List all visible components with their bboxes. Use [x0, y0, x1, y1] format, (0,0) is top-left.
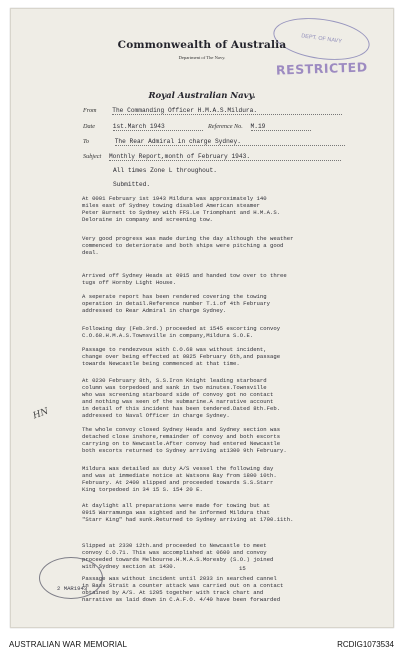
report-line: obtained by A/S. At 1205 together with track chart and [82, 588, 264, 596]
reference-value: M.19 [251, 123, 311, 131]
report-line: with Sydney section at 1430. [82, 562, 176, 570]
report-line: A seperate report has been rendered covering the towing [82, 293, 267, 300]
report-line: convoy C.O.71. This was accomplished at 0600 and convoy [82, 548, 267, 556]
report-line: commenced to deteriorate and both ships were pitching a good [82, 241, 284, 249]
from-row [83, 107, 342, 115]
report-line: in Bass Strait a counter attack was carried out on a contact [82, 581, 284, 589]
report-line: Following day (Feb.3rd.) proceeded at 1545 escorting convoy [82, 325, 281, 332]
report-line: Peter Burnett to Sydney with FFS.Le Triomphant and H.M.A.S. [82, 208, 281, 216]
dept-navy-stamp: DEPT. OF NAVY [271, 12, 373, 65]
report-line: addressed to Naval Officer in charge Sydney. [82, 411, 230, 419]
report-line: narrative as laid down in C.A.F.O. 4/40 have been forwarded [82, 595, 281, 603]
report-line: At daylight all preparations were made for towing but at [82, 502, 270, 509]
report-line: C.O.68.H.M.A.S.Townsville in company,Mildura S.O.E. [82, 331, 254, 339]
received-stamp [39, 557, 103, 599]
report-line: detached close inshore,remainder of convoy and both escorts [82, 432, 281, 440]
page-number: 15 [239, 565, 246, 572]
report-line: in detail of this incident has been tendered.Dated 8th.Feb. [82, 404, 281, 412]
report-line: 0915 Warramunga was sighted and he informed Mildura that [82, 508, 270, 516]
received-stamp-date: 2 MAR1943 [57, 585, 88, 592]
letterhead-navy: Royal Australian Navy. [148, 91, 256, 101]
zone-note: All times Zone L throughout. [113, 167, 217, 174]
report-line: tugs off Hornby Light House. [82, 278, 176, 286]
report-line: and nothing was seen of the submarine.A narrative account [82, 397, 274, 405]
report-line: carrying on to Newcastle.After convoy had entered Newcastle [82, 439, 281, 447]
report-line: column was torpedoed and sank in two minutes.Townsville [82, 383, 267, 391]
footer-record-id: RCDIG1073534 [337, 640, 394, 649]
report-line: Mildura was detailed as duty A/S vessel the following day [82, 465, 274, 472]
report-line: both escorts returned to Sydney arriving at1300 9th February. [82, 446, 287, 454]
report-line: At 0230 February 8th, S.S.Iron Knight leading starboard [82, 377, 267, 384]
from-label: From [83, 107, 97, 114]
report-line: operation in detail.Reference number T.1.of 4th February [82, 299, 270, 307]
report-line: At 0001 February 1st 1943 Mildura was approximately 140 [82, 195, 267, 202]
reference-row [208, 123, 311, 131]
to-row [83, 138, 345, 146]
report-line: King torpedoed in 34 15 S. 154 20 E. [82, 485, 203, 493]
report-line: who was screening starboard side of convoy got no contact [82, 390, 274, 398]
report-line: deal. [82, 248, 99, 256]
date-value: 1st.March 1943 [113, 123, 203, 131]
report-line: and was at immediate notice at Watsons Bay from 1800 10th. [82, 471, 277, 479]
report-line: Very good progress was made during the day although the weather [82, 235, 294, 242]
date-row [83, 123, 203, 131]
footer-archive-name: AUSTRALIAN WAR MEMORIAL [9, 640, 128, 649]
report-line: "Starr King" had sunk.Returned to Sydney arriving at 1700.11th. [82, 515, 294, 523]
report-line: Arrived off Sydney Heads at 0915 and handed tow over to three [82, 272, 287, 279]
to-value: The Rear Admiral in charge Sydney. [115, 138, 345, 146]
letterhead-title: Commonwealth of Australia [117, 39, 287, 51]
report-line: towards Newcastle being commenced at that time. [82, 359, 240, 367]
date-label: Date [83, 123, 96, 130]
report-line: proceeded towards Melbourne.H.M.A.S.Moresby (S.O.) joined [82, 555, 274, 563]
letterhead-department: Department of The Navy. [178, 55, 226, 60]
submitted-note: Submitted. [113, 181, 151, 188]
reference-label: Reference No. [208, 123, 243, 130]
report-line: The whole convoy closed Sydney Heads and Sydney section was [82, 426, 281, 433]
subject-label: Subject [83, 153, 102, 160]
report-line: addressed to Rear Admiral in charge Sydney. [82, 306, 227, 314]
report-line: Deloraine in company and screening tow. [82, 215, 213, 223]
margin-initials: HN [31, 406, 50, 422]
document-page [10, 8, 394, 628]
from-value: The Commanding Officer H.M.A.S.Mildura. [112, 107, 342, 115]
report-line: miles east of Sydney towing disabled American steamer [82, 201, 260, 209]
report-line: Slipped at 2330 12th.and proceeded to Newcastle to meet [82, 542, 267, 549]
report-line: February. At 2400 slipped and proceeded towards S.S.Starr [82, 478, 274, 486]
report-line: change over being effected at 0825 February 6th,and passage [82, 352, 281, 360]
subject-value: Monthly Report,month of February 1943. [109, 153, 341, 161]
report-line: Passage to rendezvous with C.O.68 was without incident, [82, 346, 267, 353]
to-label: To [83, 138, 89, 145]
report-line: Passage was without incident until 2033 in searched cannel [82, 575, 277, 582]
restricted-stamp: RESTRICTED [275, 59, 368, 78]
subject-row [83, 153, 341, 161]
